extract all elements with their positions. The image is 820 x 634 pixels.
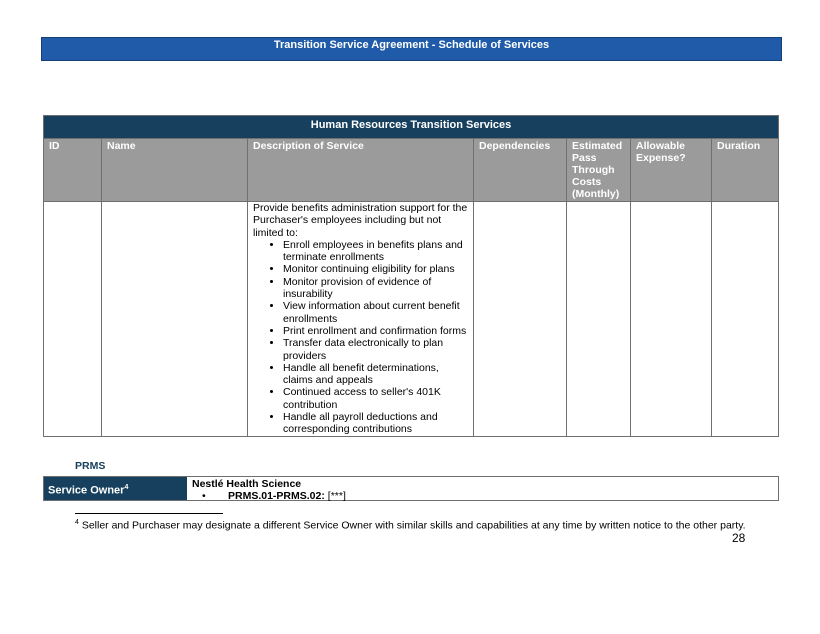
col-header-name: Name: [102, 139, 248, 202]
col-header-id: ID: [44, 139, 102, 202]
list-item: • Enroll employees in benefits plans and terminate enrollments: [283, 239, 468, 264]
footnote: [75, 519, 746, 532]
owner-service-line: [192, 490, 346, 502]
cell-description: [248, 202, 474, 437]
section-label: PRMS: [75, 460, 106, 472]
service-owner-label: Service Owner$^4$: [44, 477, 187, 500]
list-item: • Monitor continuing eligibility for plans: [283, 263, 468, 275]
col-header-description: Description of Service: [248, 139, 474, 202]
cell-name: [102, 202, 248, 437]
services-table: [43, 115, 779, 437]
page-number: 28: [732, 531, 746, 545]
list-item: • Handle all payroll deductions and corresponding contributions: [283, 411, 468, 436]
description-list: [253, 239, 468, 436]
cell-allowable-expense: [631, 202, 712, 437]
cell-id: [44, 202, 102, 437]
table-row: [44, 202, 779, 437]
footnote-number: 4: [75, 519, 79, 526]
list-item: • Print enrollment and confirmation forms: [283, 325, 468, 337]
list-item: • Monitor provision of evidence of insurability: [283, 276, 468, 301]
owner-entity: Nestlé Health Science: [192, 478, 302, 490]
footnote-text: Seller and Purchaser may designate a different Service Owner with similar skills and capabilities at any time by written notice to the other party.: [78, 519, 746, 532]
bullet-icon: •: [202, 490, 206, 502]
list-item: • View information about current benefit enrollments: [283, 300, 468, 325]
cell-estimated-costs: [567, 202, 631, 437]
owner-service-value: [***]: [324, 490, 346, 502]
col-header-duration: Duration: [712, 139, 779, 202]
service-owner-table: [43, 476, 779, 501]
col-header-dependencies: Dependencies: [474, 139, 567, 202]
service-owner-value: [187, 477, 351, 500]
list-item: • Continued access to seller's 401K contribution: [283, 386, 468, 411]
col-header-estimated-costs: Estimated Pass Through Costs (Monthly): [567, 139, 631, 202]
description-intro: Provide benefits administration support for the Purchaser's employees including but not limited to:: [253, 202, 468, 239]
owner-service-code: PRMS.01-PRMS.02:: [228, 490, 325, 502]
footnote-divider: [75, 513, 223, 514]
col-header-allowable-expense: Allowable Expense?: [631, 139, 712, 202]
cell-duration: [712, 202, 779, 437]
table-title: Human Resources Transition Services: [44, 116, 779, 139]
list-item: • Handle all benefit determinations, claims and appeals: [283, 362, 468, 387]
list-item: • Transfer data electronically to plan providers: [283, 337, 468, 362]
cell-dependencies: [474, 202, 567, 437]
page-banner: Transition Service Agreement - Schedule of Services: [41, 37, 782, 61]
footnote-ref: 4: [124, 484, 129, 491]
